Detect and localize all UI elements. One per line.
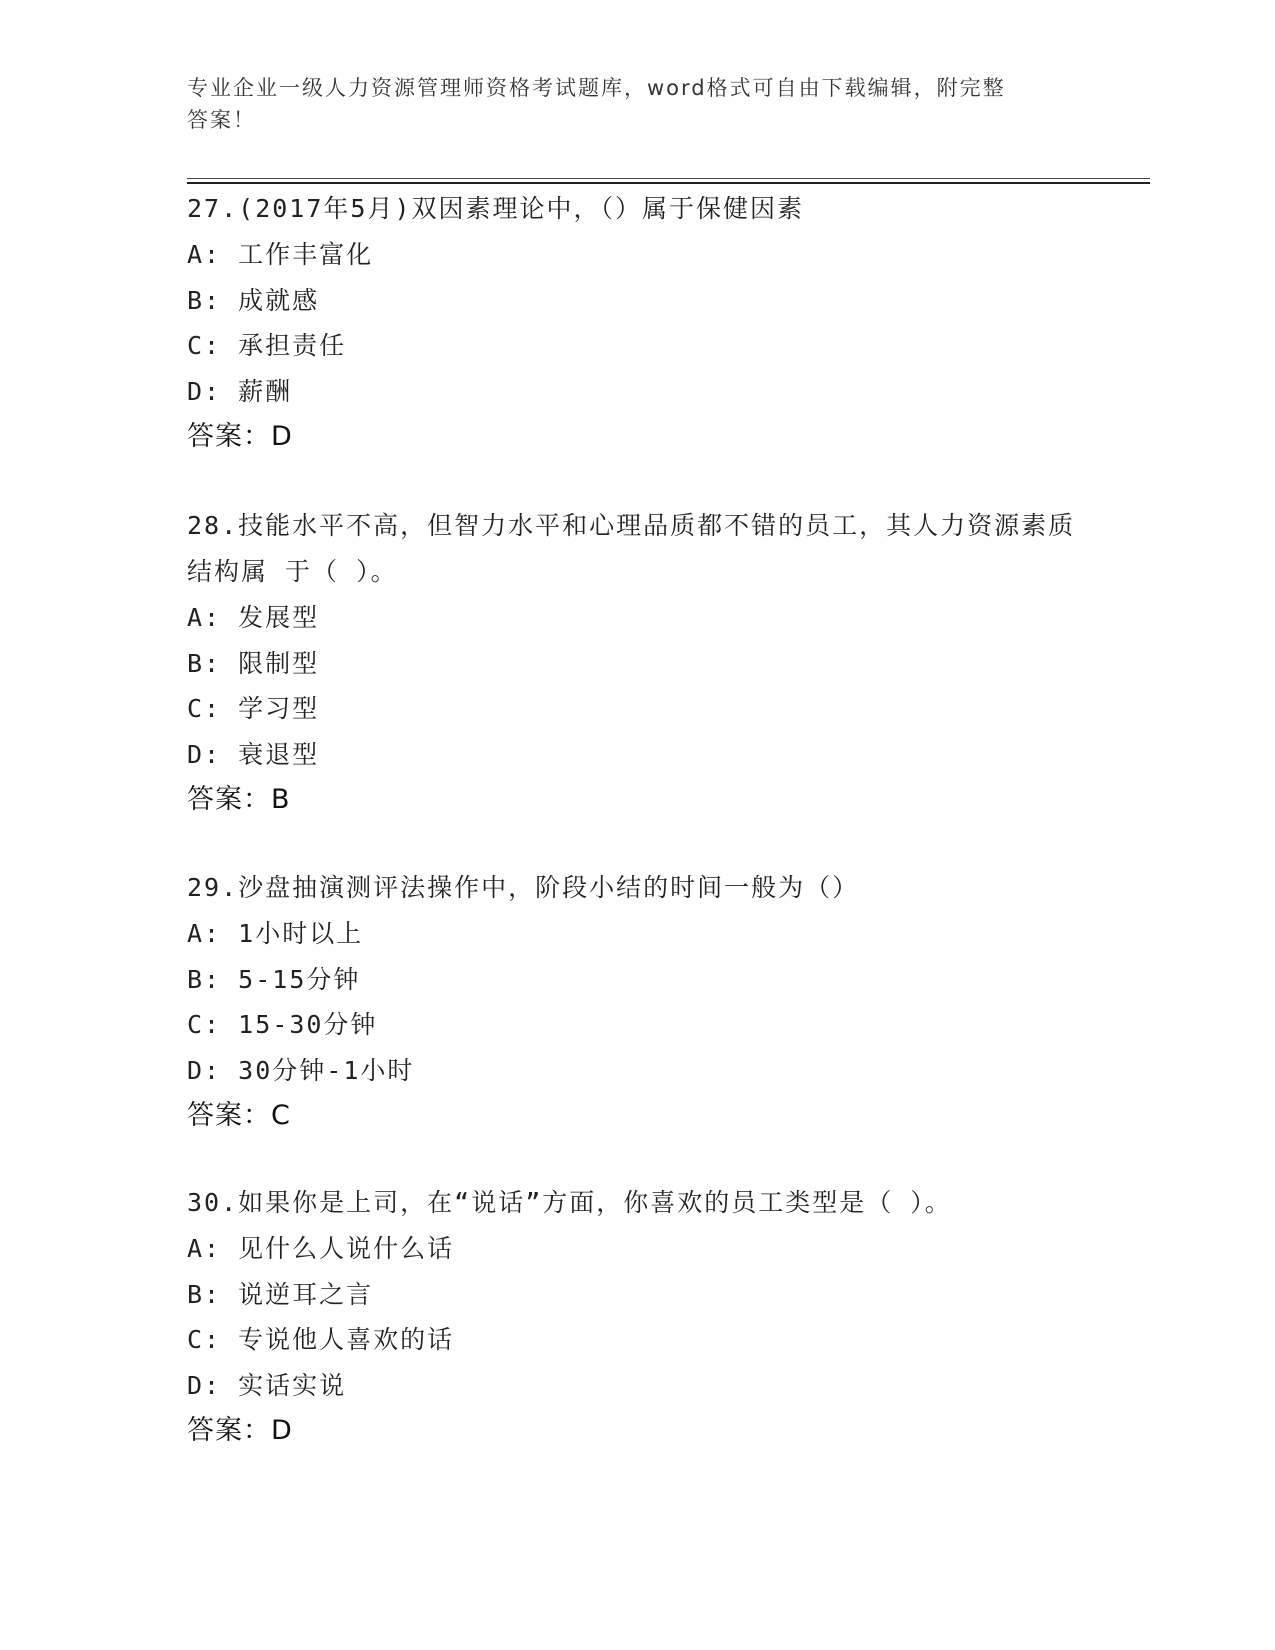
option-letter: C: — [187, 1325, 222, 1354]
answer-line: 答案：B — [187, 784, 291, 815]
option-c — [187, 323, 1087, 369]
option-b — [187, 278, 1087, 324]
question-29 — [187, 865, 1087, 1139]
option-letter: A: — [187, 919, 222, 948]
option-letter: B: — [187, 964, 222, 994]
question-stem: 27.(2017年5月)双因素理论中，（）属于保健因素 — [187, 194, 805, 223]
option-a — [187, 911, 1087, 957]
option-letter: A: — [187, 603, 222, 632]
option-letter: D: — [187, 739, 222, 769]
option-d — [187, 732, 1087, 778]
question-27 — [187, 186, 1087, 460]
option-letter: C: — [187, 331, 222, 360]
option-text: 15-30分钟 — [238, 1010, 378, 1039]
option-b — [187, 641, 1087, 687]
option-letter: B: — [187, 285, 222, 315]
option-text: 1小时以上 — [238, 919, 364, 948]
question-30 — [187, 1180, 1087, 1454]
document-header — [187, 72, 1087, 136]
option-text: 见什么人说什么话 — [238, 1234, 455, 1263]
answer-line: 答案：D — [187, 421, 293, 452]
option-text: 30分钟-1小时 — [238, 1055, 415, 1085]
option-text: 限制型 — [238, 648, 320, 678]
option-text: 成就感 — [238, 285, 320, 315]
option-d — [187, 1363, 1087, 1409]
question-stem: 29.沙盘抽演测评法操作中，阶段小结的时间一般为（） — [187, 873, 860, 902]
option-b — [187, 957, 1087, 1003]
option-text: 薪酬 — [238, 376, 293, 406]
option-letter: A: — [187, 240, 222, 269]
option-letter: D: — [187, 1370, 222, 1400]
header-divider-thin — [187, 178, 1150, 179]
option-text: 工作丰富化 — [238, 240, 374, 269]
option-text: 学习型 — [238, 694, 320, 723]
option-a — [187, 595, 1087, 641]
option-letter: B: — [187, 1279, 222, 1309]
option-a — [187, 1226, 1087, 1272]
question-stem: 28.技能水平不高，但智力水平和心理品质都不错的员工，其人力资源素质结构属 于（ ）。 — [187, 511, 1076, 586]
option-text: 实话实说 — [238, 1370, 347, 1400]
option-c — [187, 1317, 1087, 1363]
option-d — [187, 1048, 1087, 1094]
option-text: 说逆耳之言 — [238, 1279, 374, 1309]
answer-line: 答案：D — [187, 1415, 293, 1446]
option-letter: A: — [187, 1234, 222, 1263]
option-c — [187, 1002, 1087, 1048]
question-28 — [187, 503, 1087, 823]
answer-line: 答案：C — [187, 1100, 291, 1131]
question-stem: 30.如果你是上司，在“说话”方面，你喜欢的员工类型是（ ）。 — [187, 1188, 952, 1217]
option-text: 衰退型 — [238, 739, 320, 769]
option-c — [187, 686, 1087, 732]
option-text: 发展型 — [238, 603, 320, 632]
option-letter: D: — [187, 1055, 222, 1085]
option-d — [187, 369, 1087, 415]
header-line-1: 专业企业一级人力资源管理师资格考试题库，word格式可自由下载编辑，附完整 — [187, 76, 1006, 100]
header-divider-thick — [187, 182, 1150, 184]
option-letter: D: — [187, 376, 222, 406]
option-text: 5-15分钟 — [238, 964, 361, 994]
option-letter: C: — [187, 1010, 222, 1039]
option-text: 专说他人喜欢的话 — [238, 1325, 455, 1354]
header-line-2: 答案！ — [187, 108, 256, 132]
option-b — [187, 1272, 1087, 1318]
option-text: 承担责任 — [238, 331, 347, 360]
option-a — [187, 232, 1087, 278]
option-letter: B: — [187, 648, 222, 678]
option-letter: C: — [187, 694, 222, 723]
